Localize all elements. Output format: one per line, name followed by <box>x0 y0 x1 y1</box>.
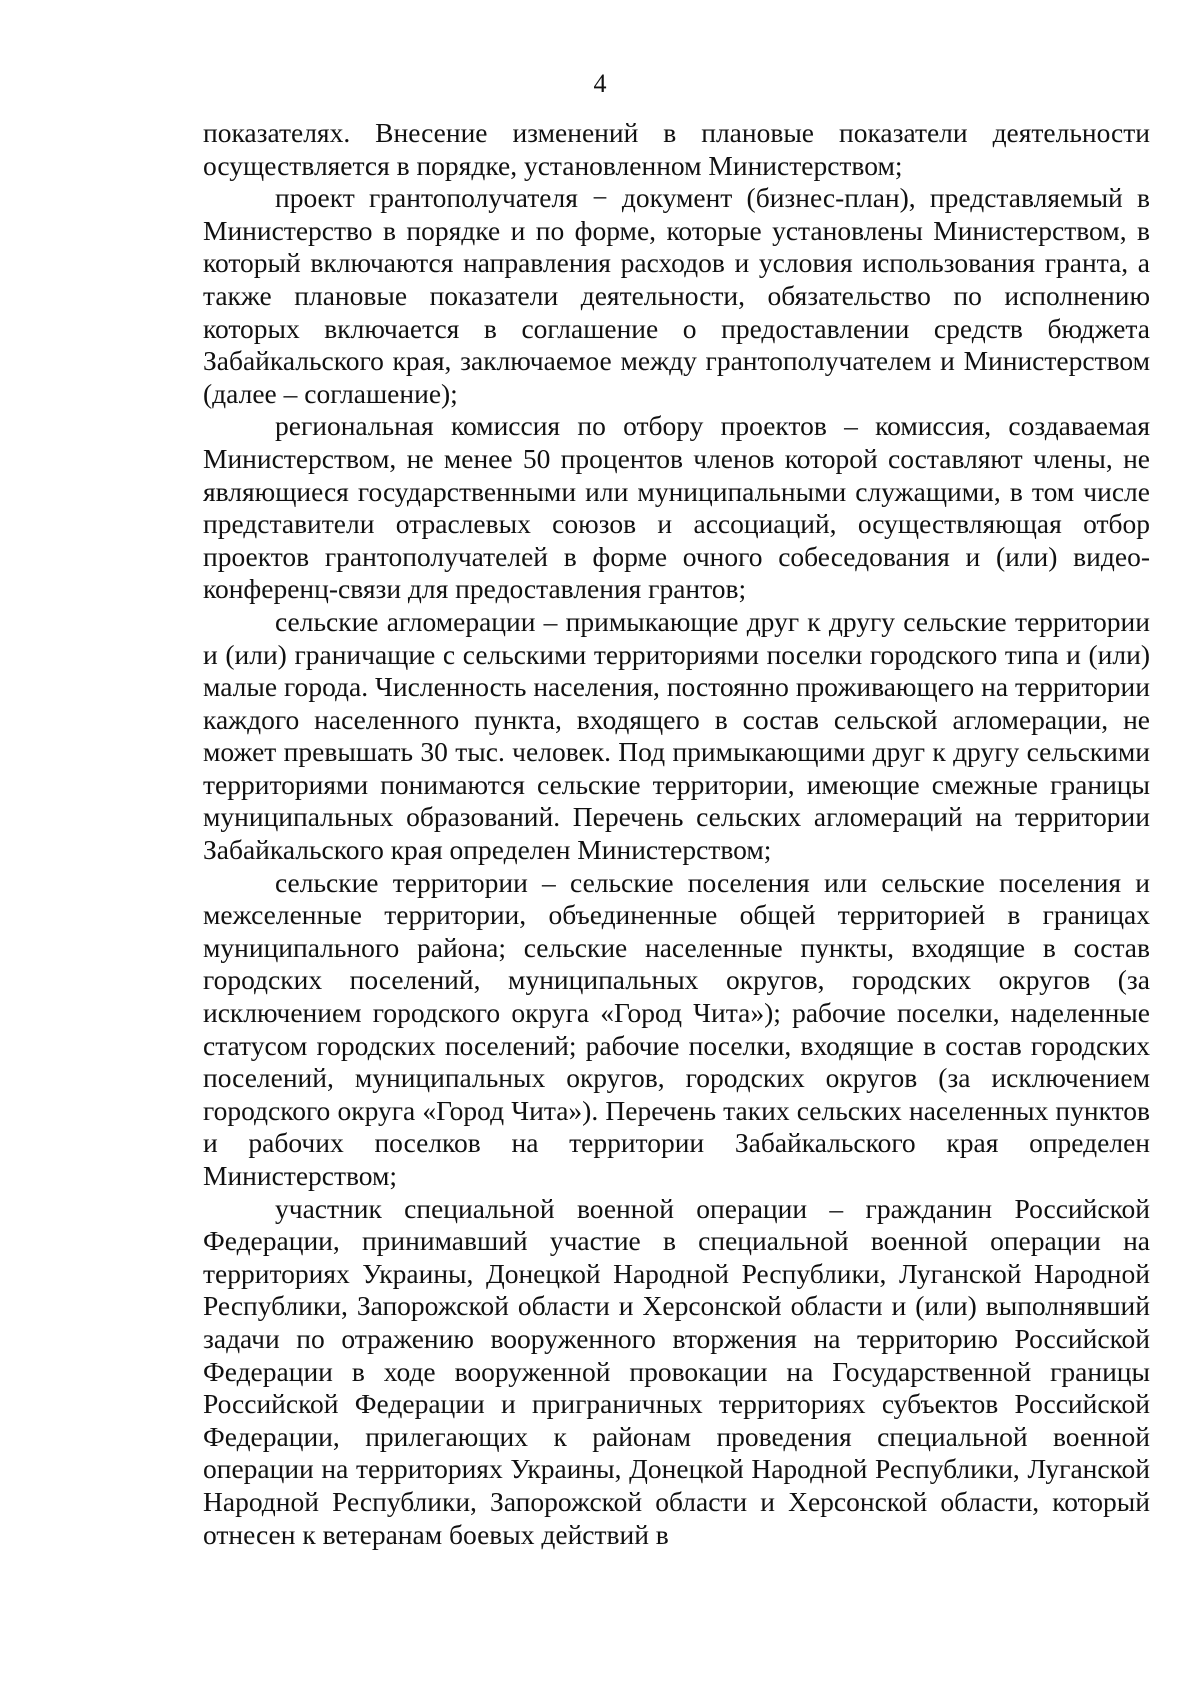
paragraph-regional-commission-definition: региональная комиссия по отбору проектов – комиссия, создаваемая Министерством, не менее 50 процентов членов которой составляют члены, не являющиеся государственными или муниципальными служащими, в том числе представители отраслевых союзов и ассоциаций, осуществляющая отбор проектов грантополучателей в форме очного собеседования и (или) видео-конференц-связи для предоставления грантов; <box>203 410 1150 605</box>
paragraph-continuation: показателях. Внесение изменений в плановые показатели деятельности осуществляется в порядке, установленном Министерством; <box>203 117 1150 181</box>
paragraph-rural-agglomerations-definition: сельские агломерации – примыкающие друг к другу сельские территории и (или) граничащие с сельскими территориями поселки городского типа и (или) малые города. Численность населения, постоянно проживающего на территории каждого населенного пункта, входящего в состав сельской агломерации, не может превышать 30 тыс. человек. Под примыкающими друг к другу сельскими территориями понимаются сельские территории, имеющие смежные границы муниципальных образований. Перечень сельских агломераций на территории Забайкальского края определен Министерством; <box>203 605 1150 866</box>
page-number: 4 <box>593 69 607 98</box>
document-body <box>203 117 1150 1551</box>
paragraph-grantee-project-definition: проект грантополучателя − документ (бизнес-план), представляемый в Министерство в порядке и по форме, которые установлены Министерством, в который включаются направления расходов и условия использования гранта, а также плановые показатели деятельности, обязательство по исполнению которых включается в соглашение о предоставлении средств бюджета Забайкальского края, заключаемое между грантополучателем и Министерством (далее – соглашение); <box>203 182 1150 409</box>
paragraph-rural-territories-definition: сельские территории – сельские поселения или сельские поселения и межселенные территории, объединенные общей территорией в границах муниципального района; сельские населенные пункты, входящие в состав городских поселений, муниципальных округов, городских округов (за исключением городского округа «Город Чита»); рабочие поселки, наделенные статусом городских поселений; рабочие поселки, входящие в состав городских поселений, муниципальных округов, городских округов (за исключением городского округа «Город Чита»). Перечень таких сельских населенных пунктов и рабочих поселков на территории Забайкальского края определен Министерством; <box>203 866 1150 1191</box>
paragraph-svo-participant-definition: участник специальной военной операции – гражданин Российской Федерации, принимавший участие в специальной военной операции на территориях Украины, Донецкой Народной Республики, Луганской Народной Республики, Запорожской области и Херсонской области и (или) выполнявший задачи по отражению вооруженного вторжения на территорию Российской Федерации в ходе вооруженной провокации на Государственной границы Российской Федерации и приграничных территориях субъектов Российской Федерации, прилегающих к районам проведения специальной военной операции на территориях Украины, Донецкой Народной Республики, Луганской Народной Республики, Запорожской области и Херсонской области, который отнесен к ветеранам боевых действий в <box>203 1192 1150 1550</box>
